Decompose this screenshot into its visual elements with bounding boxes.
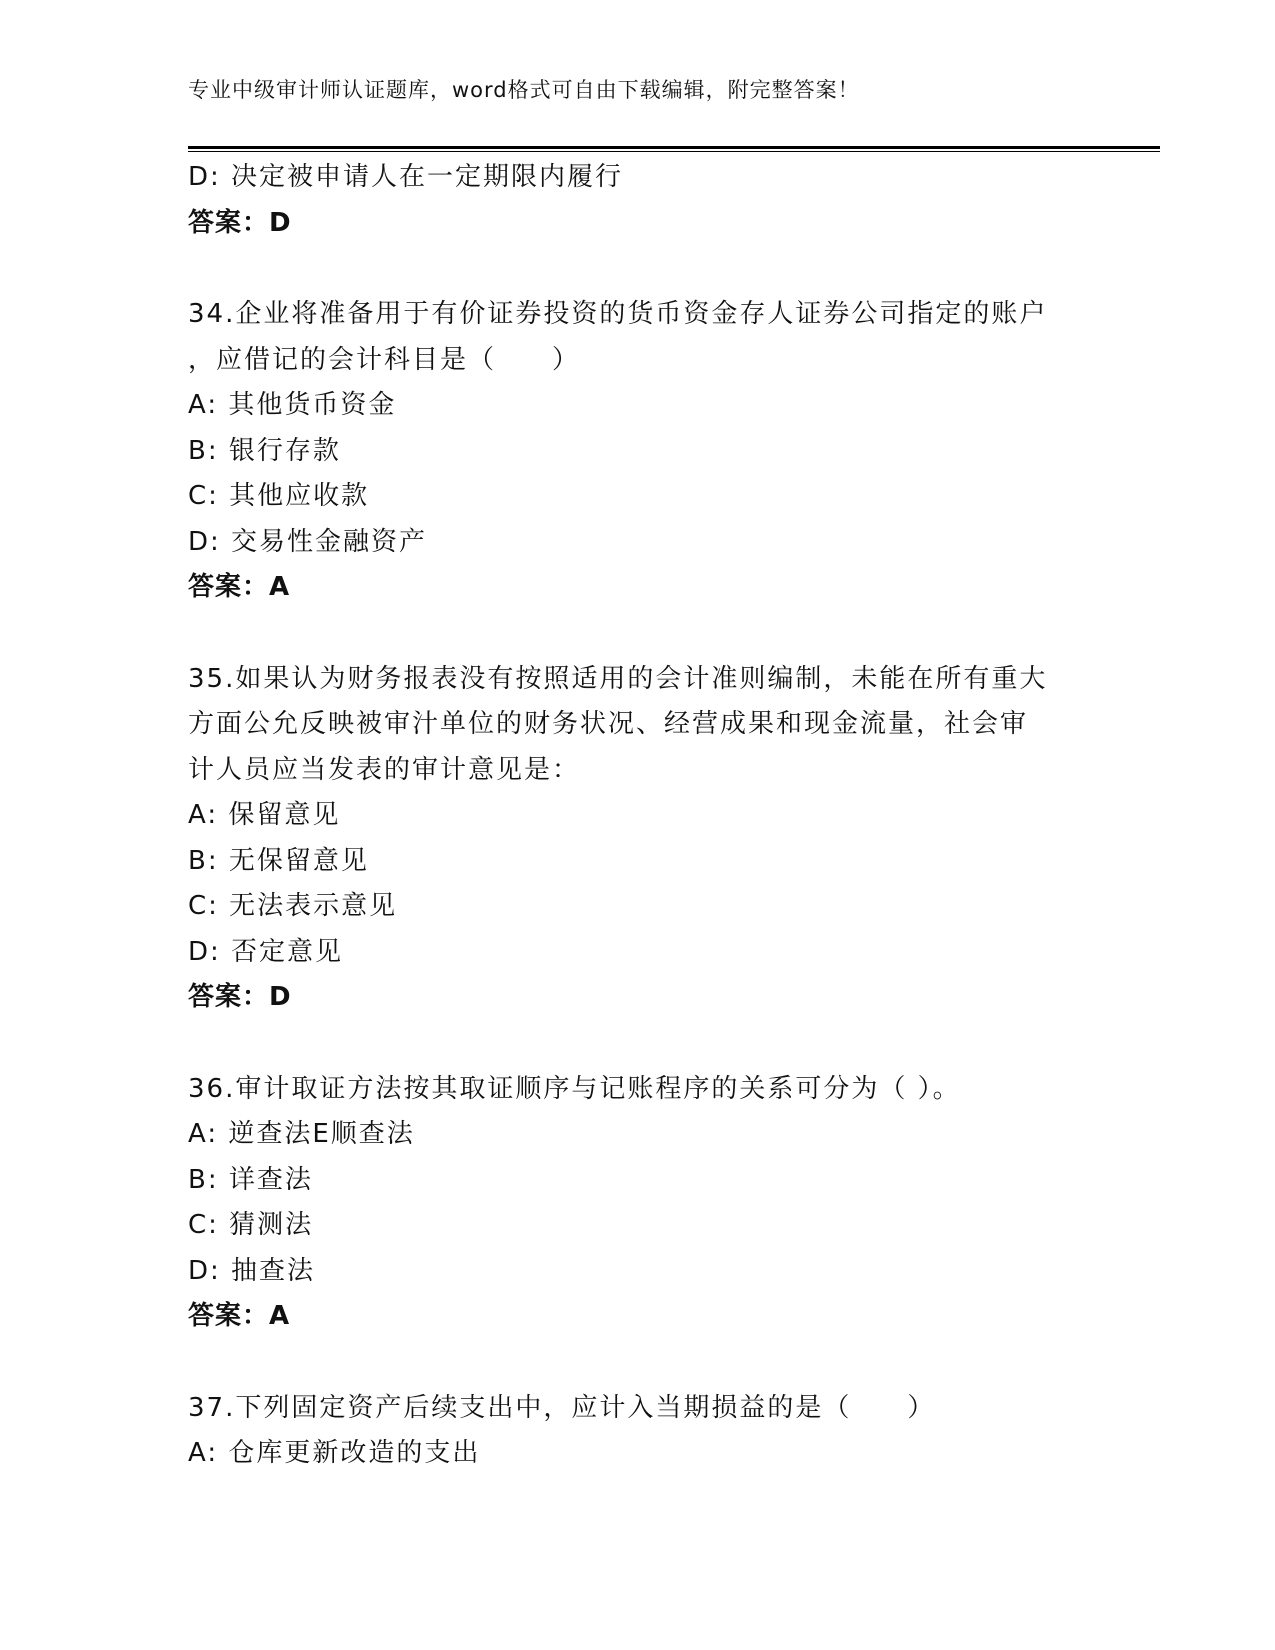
option-c: C: 猜测法 [188, 1210, 314, 1240]
question-stem-line: 计人员应当发表的审计意见是： [188, 754, 581, 785]
answer-line: 答案：A [188, 1301, 291, 1331]
option-a: A: 其他货币资金 [188, 390, 397, 420]
option-a: A: 保留意见 [188, 800, 341, 830]
option-b: B: 无保留意见 [188, 845, 369, 876]
answer-line: 答案：D [188, 982, 292, 1012]
option-d: D: 抽查法 [188, 1255, 316, 1286]
page-header: 专业中级审计师认证题库，word格式可自由下载编辑，附完整答案！ [188, 78, 860, 102]
question-stem-line: ，应借记的会计科目是（ ） [188, 344, 581, 375]
answer-line: 答案：A [188, 572, 291, 602]
header-rule-thick [188, 146, 1160, 149]
spacer [188, 1340, 1088, 1386]
option-c: C: 无法表示意见 [188, 891, 398, 921]
question-36 [188, 1067, 1088, 1340]
option-d: D: 交易性金融资产 [188, 526, 428, 557]
header-rule-thin [188, 151, 1160, 152]
answer-line: 答案：D [188, 207, 292, 238]
spacer [188, 246, 1088, 292]
spacer [188, 1021, 1088, 1067]
question-stem-line: 34.企业将准备用于有价证券投资的货币资金存人证券公司指定的账户 [188, 299, 1048, 329]
option-c: C: 其他应收款 [188, 481, 370, 511]
option-a: A: 仓库更新改造的支出 [188, 1438, 481, 1468]
option-d: D: 否定意见 [188, 936, 344, 967]
spacer [188, 611, 1088, 657]
question-stem-line: 方面公允反映被审汁单位的财务状况、经营成果和现金流量，社会审 [188, 709, 1029, 739]
question-stem-line: 36.审计取证方法按其取证顺序与记账程序的关系可分为（ ）。 [188, 1073, 961, 1104]
option-line: D: 决定被申请人在一定期限内履行 [188, 162, 624, 192]
question-stem-line: 37.下列固定资产后续支出中，应计入当期损益的是（ ） [188, 1392, 936, 1423]
option-b: B: 银行存款 [188, 435, 341, 466]
question-stem-line: 35.如果认为财务报表没有按照适用的会计准则编制，未能在所有重大 [188, 663, 1048, 694]
question-34 [188, 292, 1088, 611]
option-b: B: 详查法 [188, 1164, 313, 1195]
option-a: A: 逆查法E顺查法 [188, 1119, 415, 1149]
question-37 [188, 1386, 1088, 1477]
question-content [188, 155, 1088, 1477]
question-35 [188, 657, 1088, 1021]
